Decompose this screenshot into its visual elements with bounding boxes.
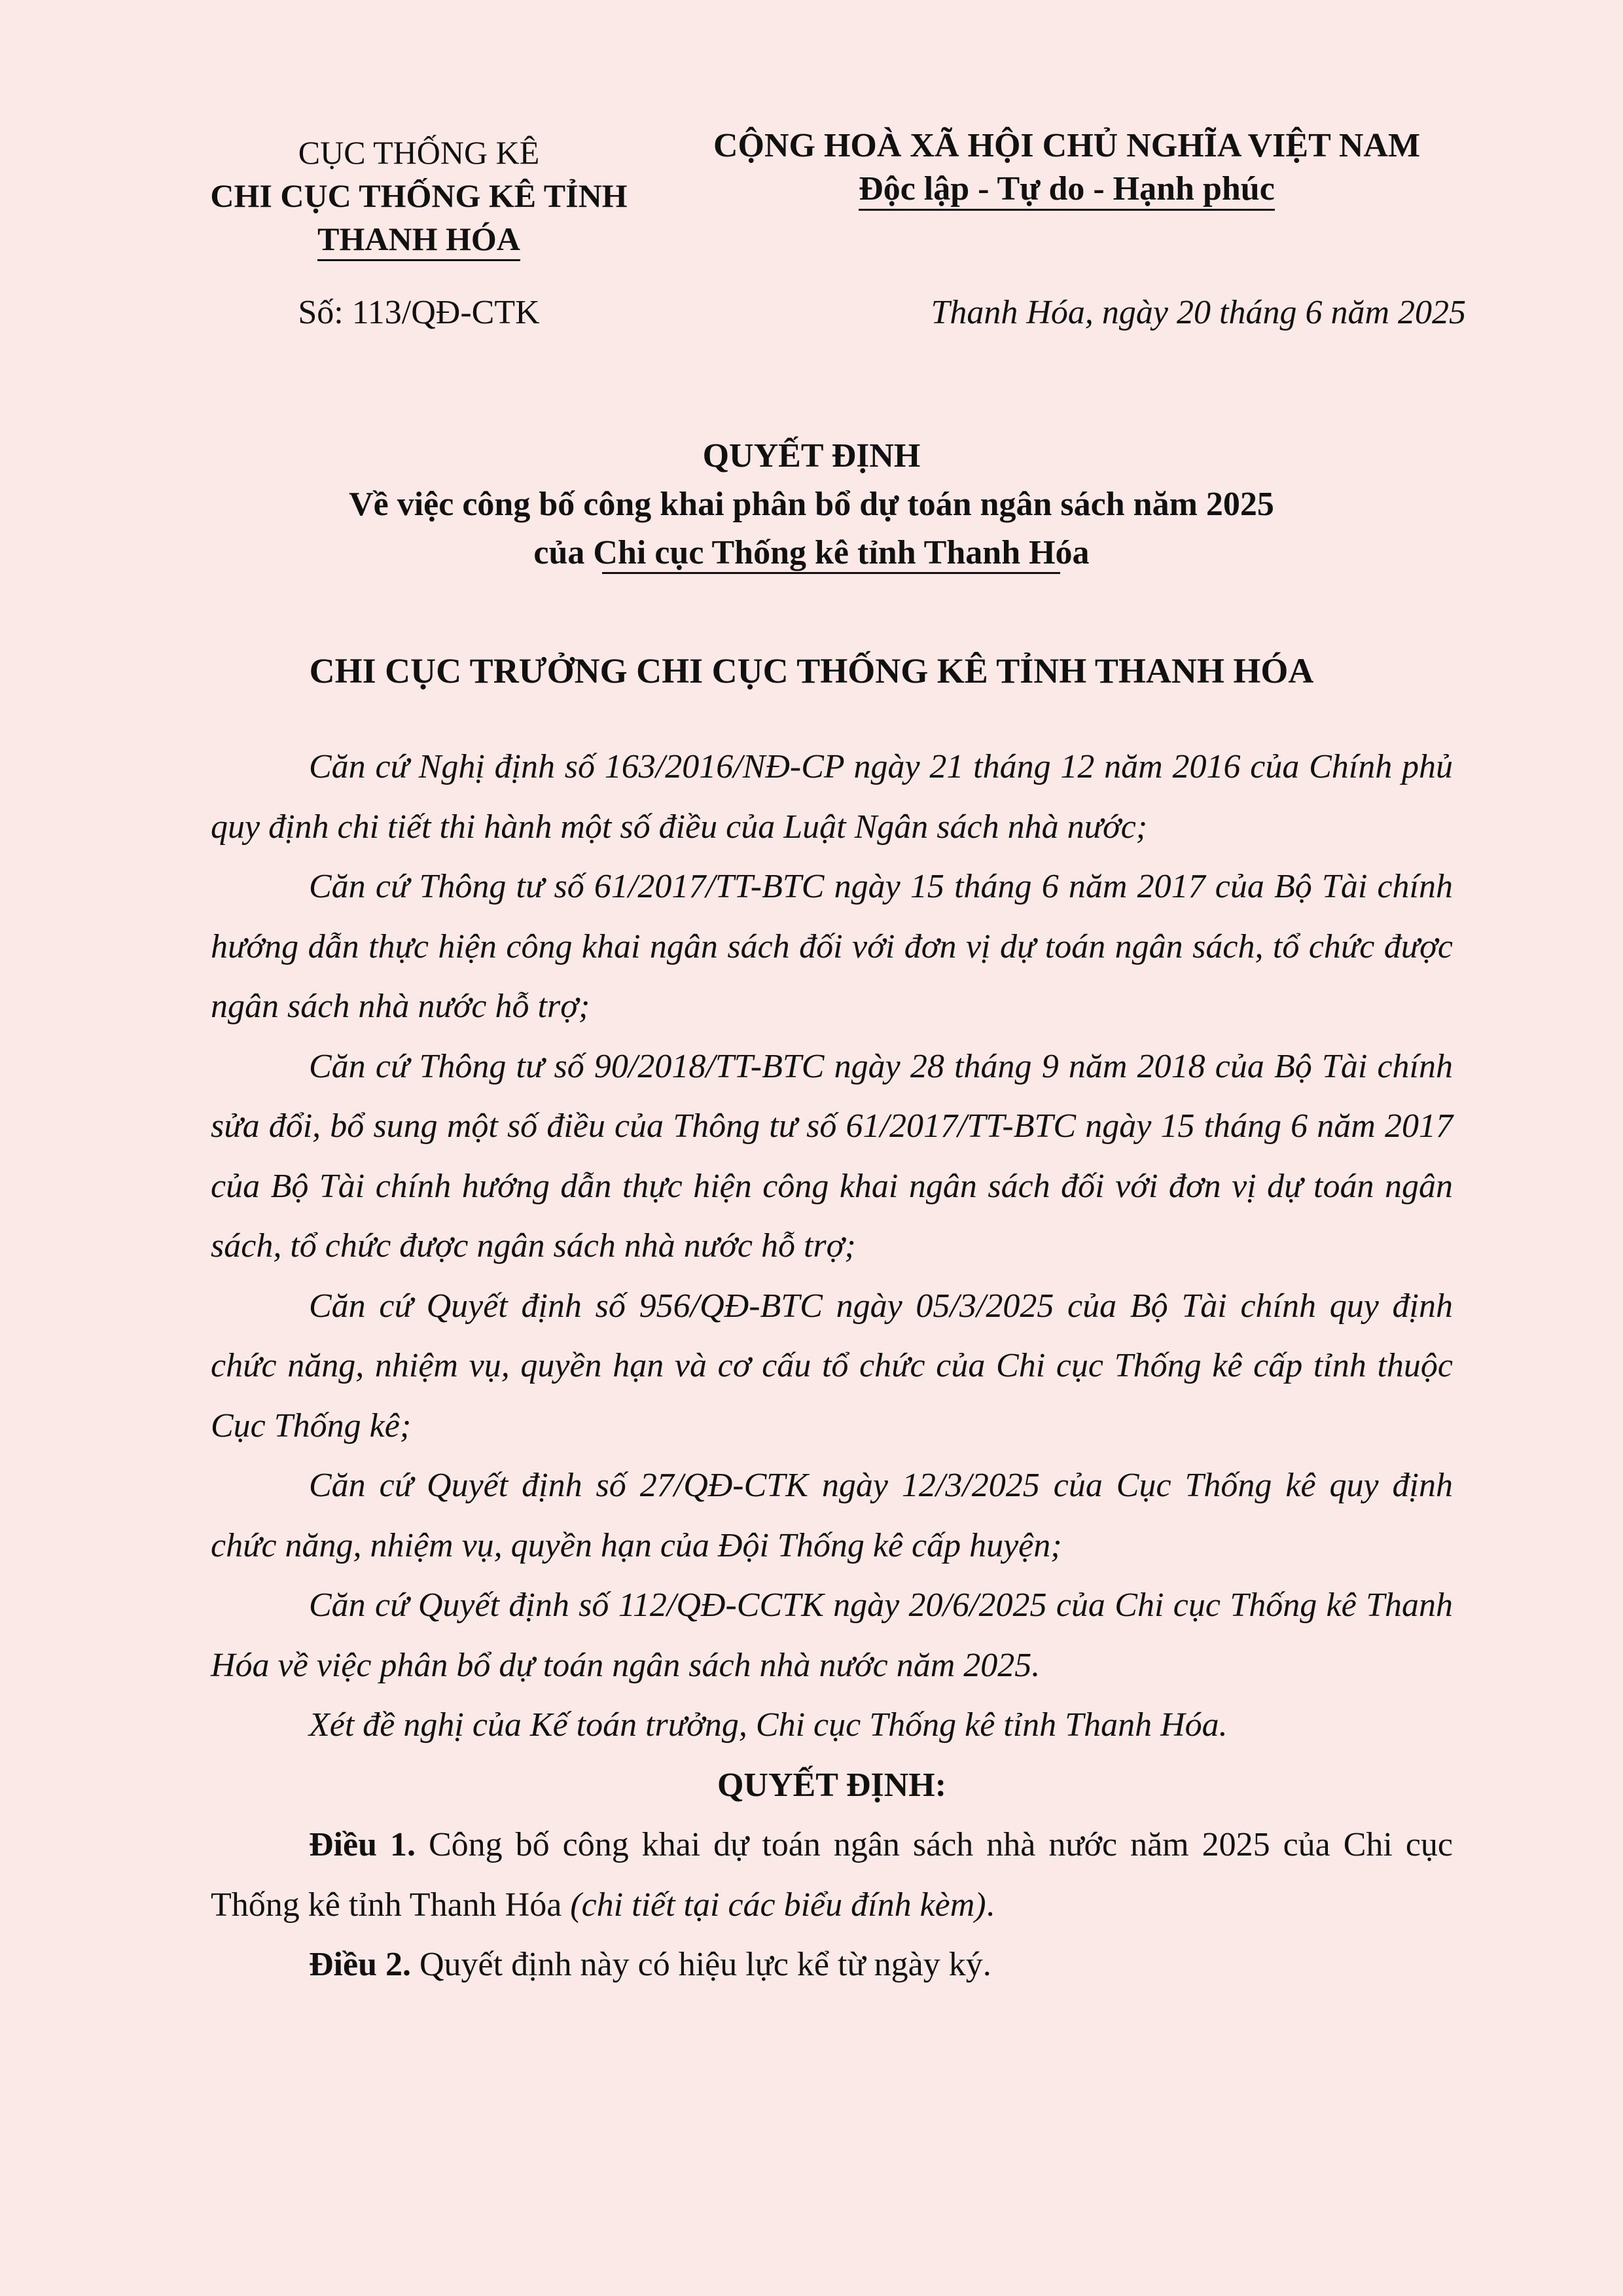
article-1-text: Công bố công khai dự toán ngân sách nhà nước năm 2025 của Chi cục Thống kê tỉnh Thanh Hóa bbox=[211, 1826, 1453, 1924]
legal-basis-5: Căn cứ Quyết định số 27/QĐ-CTK ngày 12/3/2025 của Cục Thống kê quy định chức năng, nhiệm vụ, quyền hạn của Đội Thống kê cấp huyện; bbox=[211, 1467, 1453, 1564]
title-underline bbox=[602, 572, 1060, 574]
issuing-authority: CHI CỤC TRƯỞNG CHI CỤC THỐNG KÊ TỈNH THANH HÓA bbox=[309, 651, 1314, 691]
article-1-note: (chi tiết tại các biểu đính kèm) bbox=[570, 1886, 986, 1924]
article-2 bbox=[211, 1935, 1453, 1995]
parent-agency: CỤC THỐNG KÊ bbox=[298, 134, 540, 171]
legal-basis-3: Căn cứ Thông tư số 90/2018/TT-BTC ngày 28 tháng 9 năm 2018 của Bộ Tài chính sửa đổi, bổ sung một số điều của Thông tư số 61/2017/TT-BTC ngày 15 tháng 6 năm 2017 của Bộ Tài chính hướng dẫn thực hiện công khai ngân sách đối với đơn vị dự toán ngân sách, tổ chức được ngân sách nhà nước hỗ trợ; bbox=[211, 1047, 1453, 1265]
title-line-2: Về việc công bố công khai phân bổ dự toán ngân sách năm 2025 bbox=[349, 486, 1274, 523]
document-title bbox=[131, 432, 1492, 577]
legal-basis-2: Căn cứ Thông tư số 61/2017/TT-BTC ngày 15 tháng 6 năm 2017 của Bộ Tài chính hướng dẫn thực hiện công khai ngân sách đối với đơn vị dự toán ngân sách, tổ chức được ngân sách nhà nước hỗ trợ; bbox=[211, 868, 1453, 1025]
agency-name-line1: CHI CỤC THỐNG KÊ TỈNH bbox=[210, 177, 628, 214]
title-line-1: QUYẾT ĐỊNH bbox=[702, 437, 921, 475]
document-date: Thanh Hóa, ngày 20 tháng 6 năm 2025 bbox=[931, 294, 1466, 331]
article-1-label: Điều 1. bbox=[309, 1826, 416, 1863]
national-title-block bbox=[661, 124, 1472, 211]
issuing-agency-block bbox=[144, 131, 694, 261]
national-motto: Độc lập - Tự do - Hạnh phúc bbox=[859, 170, 1275, 211]
legal-basis-6: Căn cứ Quyết định số 112/QĐ-CCTK ngày 20/6/2025 của Chi cục Thống kê Thanh Hóa về việc phân bổ dự toán ngân sách nhà nước năm 2025. bbox=[211, 1587, 1453, 1684]
document-body bbox=[211, 737, 1453, 1995]
agency-name-line2: THANH HÓA bbox=[317, 219, 520, 261]
document-number: Số: 113/QĐ-CTK bbox=[298, 294, 540, 331]
legal-basis-4: Căn cứ Quyết định số 956/QĐ-BTC ngày 05/3/2025 của Bộ Tài chính quy định chức năng, nhiệm vụ, quyền hạn và cơ cấu tổ chức của Chi cục Thống kê cấp tỉnh thuộc Cục Thống kê; bbox=[211, 1287, 1453, 1444]
article-1-tail: . bbox=[986, 1886, 995, 1924]
decision-heading: QUYẾT ĐỊNH: bbox=[717, 1766, 947, 1804]
article-1 bbox=[211, 1815, 1453, 1935]
nation-name: CỘNG HOÀ XÃ HỘI CHỦ NGHĨA VIỆT NAM bbox=[713, 127, 1421, 164]
article-2-text: Quyết định này có hiệu lực kể từ ngày ký. bbox=[411, 1946, 991, 1983]
proposal-basis: Xét đề nghị của Kế toán trưởng, Chi cục Thống kê tỉnh Thanh Hóa. bbox=[309, 1706, 1228, 1744]
article-2-label: Điều 2. bbox=[309, 1946, 411, 1983]
legal-basis-1: Căn cứ Nghị định số 163/2016/NĐ-CP ngày 21 tháng 12 năm 2016 của Chính phủ quy định chi tiết thi hành một số điều của Luật Ngân sách nhà nước; bbox=[211, 748, 1453, 846]
title-line-3: của Chi cục Thống kê tỉnh Thanh Hóa bbox=[533, 534, 1090, 571]
